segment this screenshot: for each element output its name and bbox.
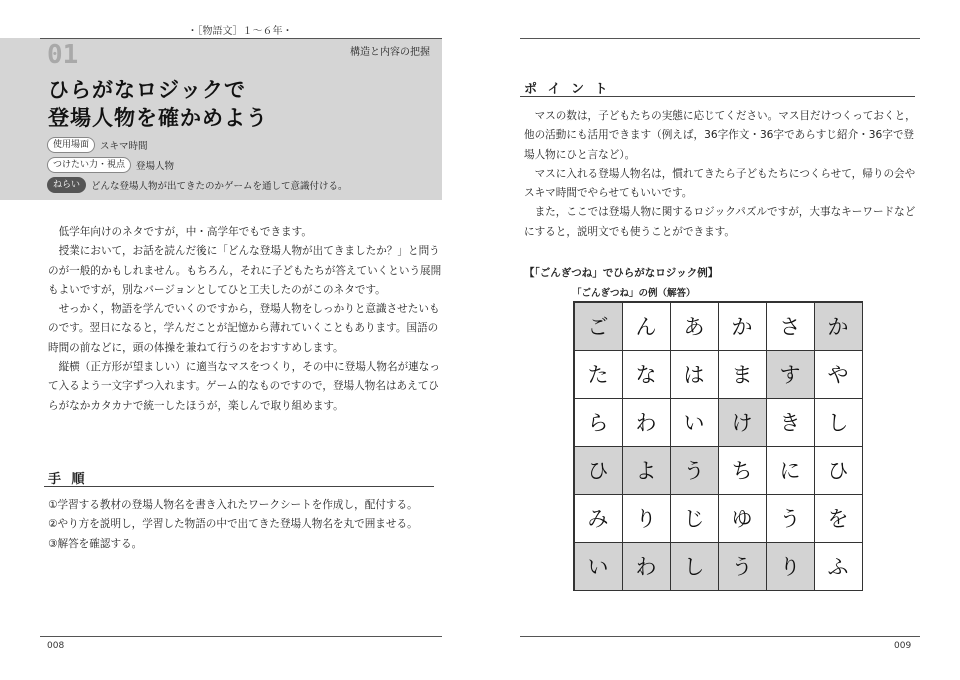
grid-cell: わ (622, 542, 671, 591)
grid-cell: た (574, 350, 623, 399)
point-text (524, 107, 916, 242)
grid-cell: に (766, 446, 815, 495)
title-line-1: ひらがなロジックで (48, 78, 246, 102)
right-page (480, 0, 960, 680)
article-number: 01 (47, 40, 79, 70)
grid-cell: あ (670, 302, 719, 351)
example-heading: 【「ごんぎつね」でひらがなロジック例】 (524, 267, 719, 279)
grid-cell: み (574, 494, 623, 543)
tag-row-aim (47, 177, 348, 193)
grid-cell: わ (622, 398, 671, 447)
tag-row-scene (47, 137, 148, 153)
top-rule (40, 38, 442, 39)
grid-cell: う (718, 542, 767, 591)
grid-cell: け (718, 398, 767, 447)
grid-cell: う (670, 446, 719, 495)
step-item: ①学習する教材の登場人物名を書き入れたワークシートを作成し，配付する。 (48, 499, 418, 511)
tag-value: 登場人物 (136, 161, 175, 172)
title-line-2: 登場人物を確かめよう (48, 106, 268, 130)
footer-rule (520, 636, 920, 637)
paragraph: 授業において，お話を読んだ後に「どんな登場人物が出てきましたか？」と問うのが一般的かもしれません。もちろん，それに子どもたちが答えていくという展開もよいですが，別なバージョンとしてひと工夫したのがこのネタです。 (48, 245, 442, 296)
page-number: 008 (47, 641, 65, 651)
grid-cell: や (814, 350, 863, 399)
grid-cell: ゆ (718, 494, 767, 543)
tag-label: ねらい (47, 177, 86, 193)
point-heading: ポ イ ン ト (524, 82, 611, 97)
steps-list (48, 496, 448, 554)
grid-cell: ま (718, 350, 767, 399)
grid-cell: ん (622, 302, 671, 351)
tag-label: 使用場面 (47, 137, 95, 153)
grid-cell: さ (766, 302, 815, 351)
grid-cell: う (766, 494, 815, 543)
grid-cell: す (766, 350, 815, 399)
grid-cell: し (670, 542, 719, 591)
paragraph: マスに入れる登場人物名は，慣れてきたら子どもたちにつくらせて，帰りの会やスキマ時間でやらせてもいいです。 (524, 167, 916, 200)
tag-row-skill (47, 157, 174, 173)
grid-cell: ひ (574, 446, 623, 495)
step-item: ②やり方を説明し，学習した物語の中で出てきた登場人物名を丸で囲ませる。 (48, 518, 418, 531)
page-title (48, 76, 268, 132)
paragraph: 縦横（正方形が望ましい）に適当なマスをつくり，その中に登場人物名が連なって入るよう一文字ずつ入れます。ゲーム的なものですので，登場人物名はあえてひらがなかカタカナで統一したほうが，楽しんで取り組めます。 (48, 361, 440, 412)
grid-cell: か (718, 302, 767, 351)
steps-rule (44, 486, 434, 487)
grid-cell: を (814, 494, 863, 543)
grid-cell: な (622, 350, 671, 399)
grid-cell: じ (670, 494, 719, 543)
grid-cell: き (766, 398, 815, 447)
example-caption: 「ごんぎつね」の例（解答） (572, 288, 696, 299)
body-text (48, 223, 443, 416)
steps-heading: 手 順 (48, 472, 88, 487)
paragraph: マスの数は，子どもたちの実態に応じてください。マス目だけつくっておくと，他の活動にも活用できます（例えば，36字作文・36字であらすじ紹介・36字で登場人物にひと言など）。 (524, 110, 916, 161)
grid-cell: ち (718, 446, 767, 495)
grid-cell: か (814, 302, 863, 351)
running-head: ・［物語文］１～６年・ (187, 26, 293, 37)
point-rule (520, 96, 915, 97)
grid-cell: し (814, 398, 863, 447)
step-item: ③解答を確認する。 (48, 537, 143, 550)
paragraph: 低学年向けのネタですが，中・高学年でもできます。 (58, 226, 312, 238)
grid-cell: ご (574, 302, 623, 351)
page-number: 009 (894, 641, 912, 651)
tag-label: つけたい力・視点 (47, 157, 131, 173)
paragraph: せっかく，物語を学んでいくのですから，登場人物をしっかりと意識させたいものです。翌日になると，学んだことが記憶から薄れていくこともあります。国語の時間の前などに，頭の体操を兼ねて行うのをおすすめします。 (48, 303, 440, 354)
grid-cell: よ (622, 446, 671, 495)
grid-cell: は (670, 350, 719, 399)
top-rule (520, 38, 920, 39)
grid-cell: り (766, 542, 815, 591)
topic-label: 構造と内容の把握 (350, 47, 430, 58)
grid-cell: り (622, 494, 671, 543)
kana-grid (573, 301, 863, 591)
grid-cell: ら (574, 398, 623, 447)
footer-rule (40, 636, 442, 637)
tag-value: スキマ時間 (100, 141, 148, 152)
grid-cell: い (574, 542, 623, 591)
tag-value: どんな登場人物が出てきたのかゲームを通して意識付ける。 (91, 181, 348, 192)
paragraph: また，ここでは登場人物に関するロジックパズルですが，大事なキーワードなどにすると，説明文でも使うことができます。 (524, 206, 916, 238)
grid-cell: ふ (814, 542, 863, 591)
grid-cell: い (670, 398, 719, 447)
grid-cell: ひ (814, 446, 863, 495)
